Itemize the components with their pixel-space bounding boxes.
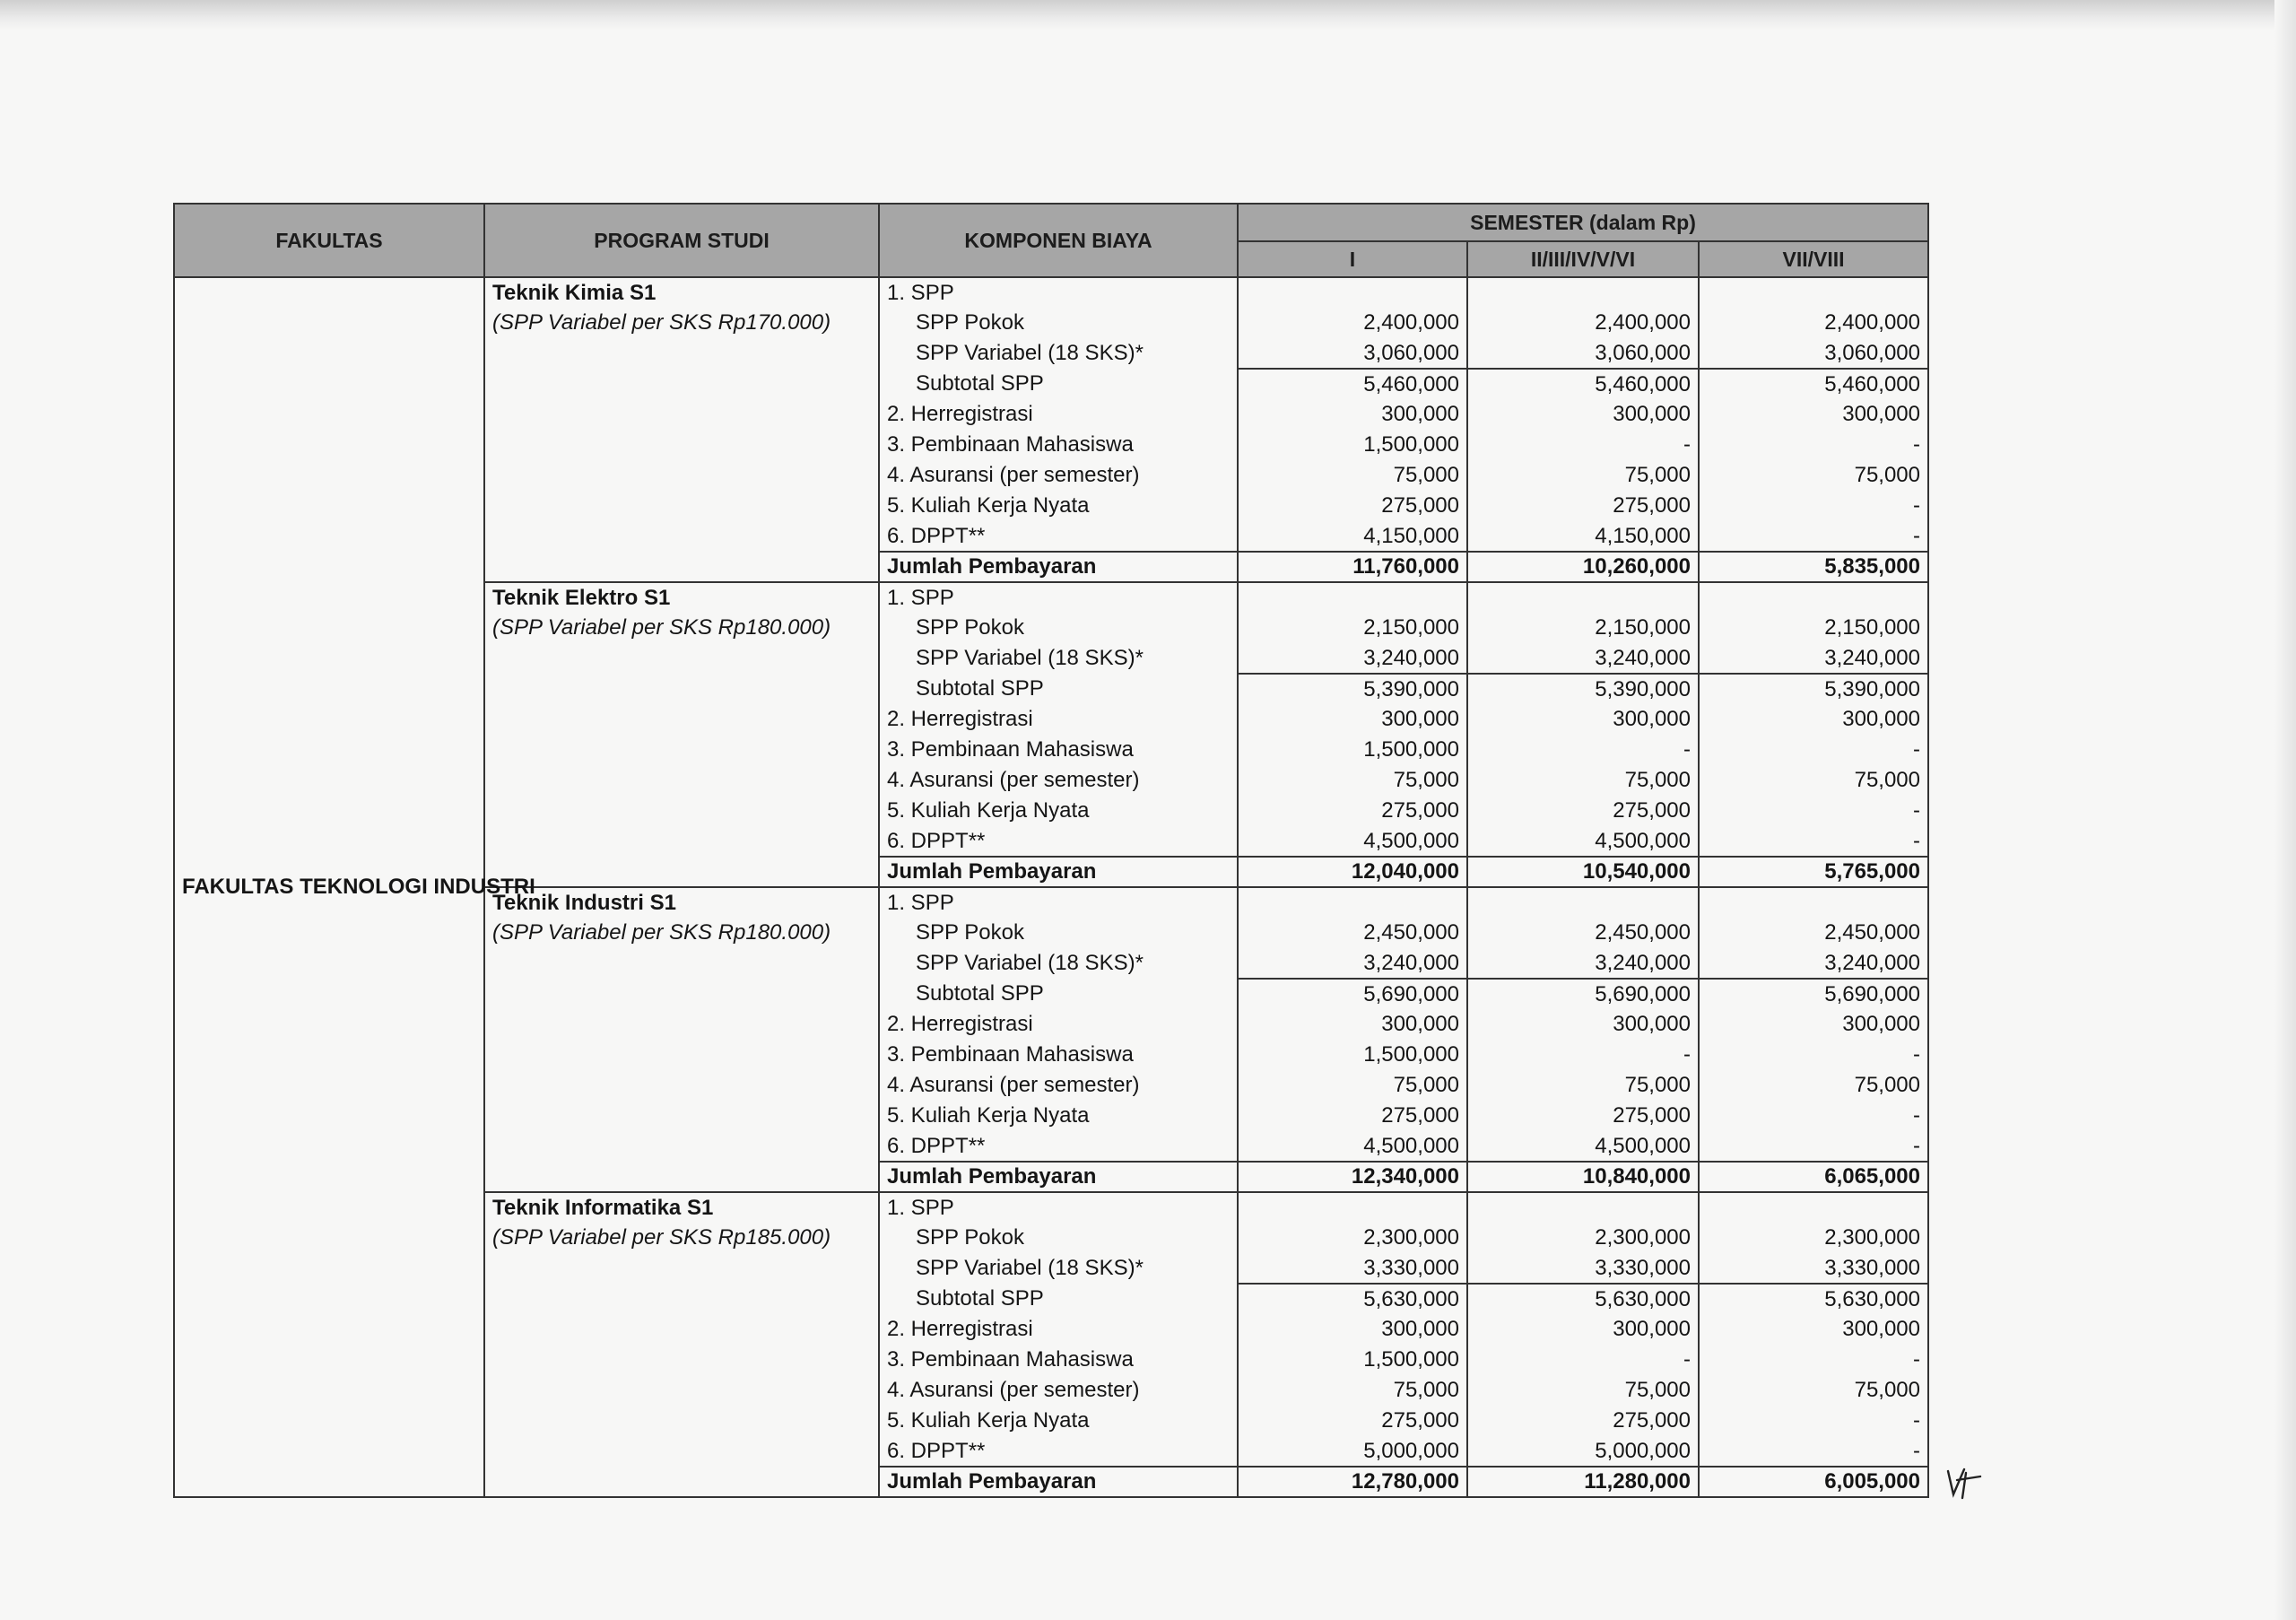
amount-sem-7-8: 75,000 <box>1699 765 1928 796</box>
amount-sem-1: 2,400,000 <box>1238 308 1467 338</box>
program-name: Teknik Kimia S1 <box>492 280 657 305</box>
component-label: Subtotal SPP <box>879 1284 1238 1314</box>
component-label: 6. DPPT** <box>879 1131 1238 1162</box>
program-cell-empty <box>484 1314 879 1345</box>
amount-sem-7-8 <box>1699 277 1928 308</box>
amount-sem-7-8 <box>1699 582 1928 613</box>
component-label: SPP Variabel (18 SKS)* <box>879 948 1238 979</box>
amount-sem-1: 5,630,000 <box>1238 1284 1467 1314</box>
program-cell-empty <box>484 704 879 735</box>
handwritten-initial-mark <box>1944 1464 1984 1500</box>
header-semester-1: I <box>1238 241 1467 277</box>
amount-sem-7-8: - <box>1699 491 1928 521</box>
program-sks-note: (SPP Variabel per SKS Rp170.000) <box>484 308 879 338</box>
amount-sem-1: 1,500,000 <box>1238 735 1467 765</box>
amount-sem-7-8: - <box>1699 1345 1928 1375</box>
amount-sem-1: 2,150,000 <box>1238 613 1467 643</box>
program-cell-empty <box>484 430 879 460</box>
amount-sem-2-6 <box>1467 277 1699 308</box>
amount-sem-7-8: 75,000 <box>1699 1375 1928 1406</box>
header-semester-7-8: VII/VIII <box>1699 241 1928 277</box>
amount-sem-2-6: - <box>1467 735 1699 765</box>
fee-table <box>173 203 1929 1498</box>
amount-sem-2-6: 2,300,000 <box>1467 1223 1699 1253</box>
component-label: SPP Pokok <box>879 1223 1238 1253</box>
program-cell-empty <box>484 399 879 430</box>
amount-sem-1: 5,690,000 <box>1238 979 1467 1009</box>
program-cell-empty <box>484 1436 879 1467</box>
program-cell-empty <box>484 948 879 979</box>
program-cell-empty <box>484 369 879 399</box>
program-cell-empty <box>484 1162 879 1192</box>
amount-sem-1: 12,780,000 <box>1238 1467 1467 1497</box>
amount-sem-1: 5,390,000 <box>1238 674 1467 704</box>
amount-sem-7-8: 3,240,000 <box>1699 948 1928 979</box>
amount-sem-1: 300,000 <box>1238 1314 1467 1345</box>
table-row <box>174 277 1928 308</box>
component-label: 2. Herregistrasi <box>879 399 1238 430</box>
amount-sem-7-8: - <box>1699 1131 1928 1162</box>
program-cell-empty <box>484 1009 879 1040</box>
program-cell-empty <box>484 1101 879 1131</box>
component-label: 6. DPPT** <box>879 1436 1238 1467</box>
amount-sem-7-8: 5,690,000 <box>1699 979 1928 1009</box>
amount-sem-2-6: 2,150,000 <box>1467 613 1699 643</box>
amount-sem-1: 2,450,000 <box>1238 918 1467 948</box>
amount-sem-2-6: 5,690,000 <box>1467 979 1699 1009</box>
amount-sem-2-6: 300,000 <box>1467 704 1699 735</box>
component-label: 5. Kuliah Kerja Nyata <box>879 1101 1238 1131</box>
component-label: 2. Herregistrasi <box>879 704 1238 735</box>
component-label: 5. Kuliah Kerja Nyata <box>879 491 1238 521</box>
amount-sem-1 <box>1238 887 1467 918</box>
amount-sem-2-6: 4,150,000 <box>1467 521 1699 552</box>
component-label: SPP Variabel (18 SKS)* <box>879 338 1238 369</box>
amount-sem-2-6: 3,240,000 <box>1467 948 1699 979</box>
program-sks-note: (SPP Variabel per SKS Rp180.000) <box>484 613 879 643</box>
component-label: 4. Asuransi (per semester) <box>879 1375 1238 1406</box>
amount-sem-2-6: - <box>1467 1040 1699 1070</box>
amount-sem-7-8: 5,835,000 <box>1699 552 1928 582</box>
program-cell-empty <box>484 857 879 887</box>
amount-sem-7-8: - <box>1699 796 1928 826</box>
amount-sem-7-8: 300,000 <box>1699 704 1928 735</box>
scan-shadow-right <box>2274 0 2296 1620</box>
amount-sem-7-8: 2,450,000 <box>1699 918 1928 948</box>
amount-sem-2-6: 3,330,000 <box>1467 1253 1699 1284</box>
program-sks-note: (SPP Variabel per SKS Rp185.000) <box>484 1223 879 1253</box>
component-label: 6. DPPT** <box>879 826 1238 857</box>
component-label: Jumlah Pembayaran <box>879 552 1238 582</box>
amount-sem-2-6: 10,840,000 <box>1467 1162 1699 1192</box>
program-name-cell <box>484 887 879 918</box>
amount-sem-1: 3,330,000 <box>1238 1253 1467 1284</box>
program-cell-empty <box>484 765 879 796</box>
amount-sem-1: 75,000 <box>1238 1070 1467 1101</box>
program-name-cell <box>484 277 879 308</box>
program-cell-empty <box>484 1070 879 1101</box>
component-label: SPP Variabel (18 SKS)* <box>879 1253 1238 1284</box>
component-label: 3. Pembinaan Mahasiswa <box>879 430 1238 460</box>
component-label: Jumlah Pembayaran <box>879 1467 1238 1497</box>
amount-sem-1: 3,060,000 <box>1238 338 1467 369</box>
program-cell-empty <box>484 643 879 674</box>
amount-sem-1: 300,000 <box>1238 704 1467 735</box>
amount-sem-2-6 <box>1467 887 1699 918</box>
amount-sem-2-6: 300,000 <box>1467 1314 1699 1345</box>
program-cell-empty <box>484 521 879 552</box>
amount-sem-2-6: 5,630,000 <box>1467 1284 1699 1314</box>
amount-sem-7-8: - <box>1699 430 1928 460</box>
program-cell-empty <box>484 796 879 826</box>
amount-sem-1: 5,460,000 <box>1238 369 1467 399</box>
amount-sem-1: 1,500,000 <box>1238 1040 1467 1070</box>
amount-sem-2-6: 11,280,000 <box>1467 1467 1699 1497</box>
program-cell-empty <box>484 460 879 491</box>
component-label: 4. Asuransi (per semester) <box>879 460 1238 491</box>
amount-sem-7-8: 75,000 <box>1699 1070 1928 1101</box>
amount-sem-1: 12,040,000 <box>1238 857 1467 887</box>
amount-sem-1: 3,240,000 <box>1238 948 1467 979</box>
amount-sem-1: 275,000 <box>1238 1406 1467 1436</box>
header-semester-group: SEMESTER (dalam Rp) <box>1238 204 1928 241</box>
amount-sem-2-6 <box>1467 1192 1699 1223</box>
component-label: 4. Asuransi (per semester) <box>879 1070 1238 1101</box>
amount-sem-1: 11,760,000 <box>1238 552 1467 582</box>
scan-shadow-top <box>0 0 2296 30</box>
faculty-name: FAKULTAS TEKNOLOGI INDUSTRI <box>174 277 484 1497</box>
amount-sem-7-8: 5,630,000 <box>1699 1284 1928 1314</box>
fee-table-body <box>174 277 1928 1497</box>
amount-sem-1: 75,000 <box>1238 1375 1467 1406</box>
component-label: Jumlah Pembayaran <box>879 1162 1238 1192</box>
program-cell-empty <box>484 1253 879 1284</box>
amount-sem-7-8: 2,300,000 <box>1699 1223 1928 1253</box>
amount-sem-7-8: - <box>1699 1101 1928 1131</box>
amount-sem-2-6: 2,450,000 <box>1467 918 1699 948</box>
program-cell-empty <box>484 979 879 1009</box>
amount-sem-1: 4,150,000 <box>1238 521 1467 552</box>
amount-sem-7-8: 5,390,000 <box>1699 674 1928 704</box>
amount-sem-2-6: 3,060,000 <box>1467 338 1699 369</box>
header-program-studi: PROGRAM STUDI <box>484 204 879 277</box>
amount-sem-2-6: 5,460,000 <box>1467 369 1699 399</box>
program-name-cell <box>484 582 879 613</box>
amount-sem-2-6 <box>1467 582 1699 613</box>
amount-sem-7-8: 300,000 <box>1699 1009 1928 1040</box>
component-label: 3. Pembinaan Mahasiswa <box>879 735 1238 765</box>
amount-sem-1 <box>1238 277 1467 308</box>
amount-sem-2-6: 300,000 <box>1467 399 1699 430</box>
amount-sem-7-8: - <box>1699 1436 1928 1467</box>
amount-sem-2-6: 75,000 <box>1467 1375 1699 1406</box>
amount-sem-1: 2,300,000 <box>1238 1223 1467 1253</box>
amount-sem-2-6: 10,540,000 <box>1467 857 1699 887</box>
amount-sem-1: 4,500,000 <box>1238 826 1467 857</box>
program-sks-note: (SPP Variabel per SKS Rp180.000) <box>484 918 879 948</box>
amount-sem-2-6: 75,000 <box>1467 460 1699 491</box>
amount-sem-2-6: 10,260,000 <box>1467 552 1699 582</box>
amount-sem-2-6: 75,000 <box>1467 765 1699 796</box>
component-label: SPP Pokok <box>879 918 1238 948</box>
amount-sem-1: 275,000 <box>1238 1101 1467 1131</box>
amount-sem-7-8: 6,065,000 <box>1699 1162 1928 1192</box>
header-semester-2-6: II/III/IV/V/VI <box>1467 241 1699 277</box>
component-label: 5. Kuliah Kerja Nyata <box>879 796 1238 826</box>
amount-sem-2-6: 275,000 <box>1467 796 1699 826</box>
amount-sem-1 <box>1238 1192 1467 1223</box>
header-fakultas: FAKULTAS <box>174 204 484 277</box>
component-label: 3. Pembinaan Mahasiswa <box>879 1345 1238 1375</box>
component-label: 5. Kuliah Kerja Nyata <box>879 1406 1238 1436</box>
program-cell-empty <box>484 1375 879 1406</box>
amount-sem-1: 275,000 <box>1238 491 1467 521</box>
amount-sem-1: 1,500,000 <box>1238 430 1467 460</box>
amount-sem-7-8: - <box>1699 826 1928 857</box>
amount-sem-1: 3,240,000 <box>1238 643 1467 674</box>
program-name: Teknik Elektro S1 <box>492 585 671 610</box>
program-cell-empty <box>484 735 879 765</box>
amount-sem-7-8 <box>1699 1192 1928 1223</box>
amount-sem-7-8: 300,000 <box>1699 399 1928 430</box>
amount-sem-2-6: 3,240,000 <box>1467 643 1699 674</box>
program-cell-empty <box>484 1406 879 1436</box>
component-label: 1. SPP <box>879 887 1238 918</box>
component-label: SPP Variabel (18 SKS)* <box>879 643 1238 674</box>
component-label: 2. Herregistrasi <box>879 1009 1238 1040</box>
program-cell-empty <box>484 491 879 521</box>
component-label: 2. Herregistrasi <box>879 1314 1238 1345</box>
component-label: 1. SPP <box>879 1192 1238 1223</box>
program-cell-empty <box>484 674 879 704</box>
program-cell-empty <box>484 826 879 857</box>
amount-sem-1: 1,500,000 <box>1238 1345 1467 1375</box>
amount-sem-7-8: - <box>1699 1406 1928 1436</box>
component-label: SPP Pokok <box>879 308 1238 338</box>
program-name: Teknik Industri S1 <box>492 890 676 915</box>
amount-sem-7-8: - <box>1699 735 1928 765</box>
component-label: Subtotal SPP <box>879 674 1238 704</box>
amount-sem-7-8 <box>1699 887 1928 918</box>
amount-sem-7-8: 5,460,000 <box>1699 369 1928 399</box>
amount-sem-1: 300,000 <box>1238 399 1467 430</box>
amount-sem-1: 275,000 <box>1238 796 1467 826</box>
program-cell-empty <box>484 1467 879 1497</box>
amount-sem-1: 12,340,000 <box>1238 1162 1467 1192</box>
component-label: 1. SPP <box>879 277 1238 308</box>
amount-sem-1: 300,000 <box>1238 1009 1467 1040</box>
amount-sem-1: 75,000 <box>1238 460 1467 491</box>
amount-sem-2-6: 2,400,000 <box>1467 308 1699 338</box>
amount-sem-2-6: 4,500,000 <box>1467 826 1699 857</box>
component-label: 1. SPP <box>879 582 1238 613</box>
amount-sem-1: 5,000,000 <box>1238 1436 1467 1467</box>
component-label: Jumlah Pembayaran <box>879 857 1238 887</box>
amount-sem-7-8: 2,150,000 <box>1699 613 1928 643</box>
component-label: Subtotal SPP <box>879 369 1238 399</box>
program-cell-empty <box>484 1284 879 1314</box>
component-label: SPP Pokok <box>879 613 1238 643</box>
amount-sem-2-6: 300,000 <box>1467 1009 1699 1040</box>
program-name-cell <box>484 1192 879 1223</box>
amount-sem-2-6: - <box>1467 430 1699 460</box>
amount-sem-7-8: 75,000 <box>1699 460 1928 491</box>
program-cell-empty <box>484 1131 879 1162</box>
amount-sem-7-8: 3,330,000 <box>1699 1253 1928 1284</box>
amount-sem-7-8: - <box>1699 521 1928 552</box>
amount-sem-7-8: - <box>1699 1040 1928 1070</box>
component-label: 4. Asuransi (per semester) <box>879 765 1238 796</box>
amount-sem-1 <box>1238 582 1467 613</box>
program-cell-empty <box>484 1040 879 1070</box>
amount-sem-7-8: 300,000 <box>1699 1314 1928 1345</box>
amount-sem-7-8: 6,005,000 <box>1699 1467 1928 1497</box>
amount-sem-7-8: 3,240,000 <box>1699 643 1928 674</box>
program-cell-empty <box>484 552 879 582</box>
amount-sem-2-6: 275,000 <box>1467 491 1699 521</box>
amount-sem-2-6: 4,500,000 <box>1467 1131 1699 1162</box>
component-label: 3. Pembinaan Mahasiswa <box>879 1040 1238 1070</box>
amount-sem-2-6: 275,000 <box>1467 1101 1699 1131</box>
amount-sem-2-6: 5,000,000 <box>1467 1436 1699 1467</box>
amount-sem-2-6: - <box>1467 1345 1699 1375</box>
amount-sem-2-6: 275,000 <box>1467 1406 1699 1436</box>
amount-sem-1: 4,500,000 <box>1238 1131 1467 1162</box>
amount-sem-2-6: 5,390,000 <box>1467 674 1699 704</box>
component-label: Subtotal SPP <box>879 979 1238 1009</box>
amount-sem-7-8: 5,765,000 <box>1699 857 1928 887</box>
amount-sem-7-8: 3,060,000 <box>1699 338 1928 369</box>
component-label: 6. DPPT** <box>879 521 1238 552</box>
program-name: Teknik Informatika S1 <box>492 1195 714 1220</box>
header-komponen-biaya: KOMPONEN BIAYA <box>879 204 1238 277</box>
amount-sem-1: 75,000 <box>1238 765 1467 796</box>
amount-sem-2-6: 75,000 <box>1467 1070 1699 1101</box>
program-cell-empty <box>484 1345 879 1375</box>
program-cell-empty <box>484 338 879 369</box>
amount-sem-7-8: 2,400,000 <box>1699 308 1928 338</box>
